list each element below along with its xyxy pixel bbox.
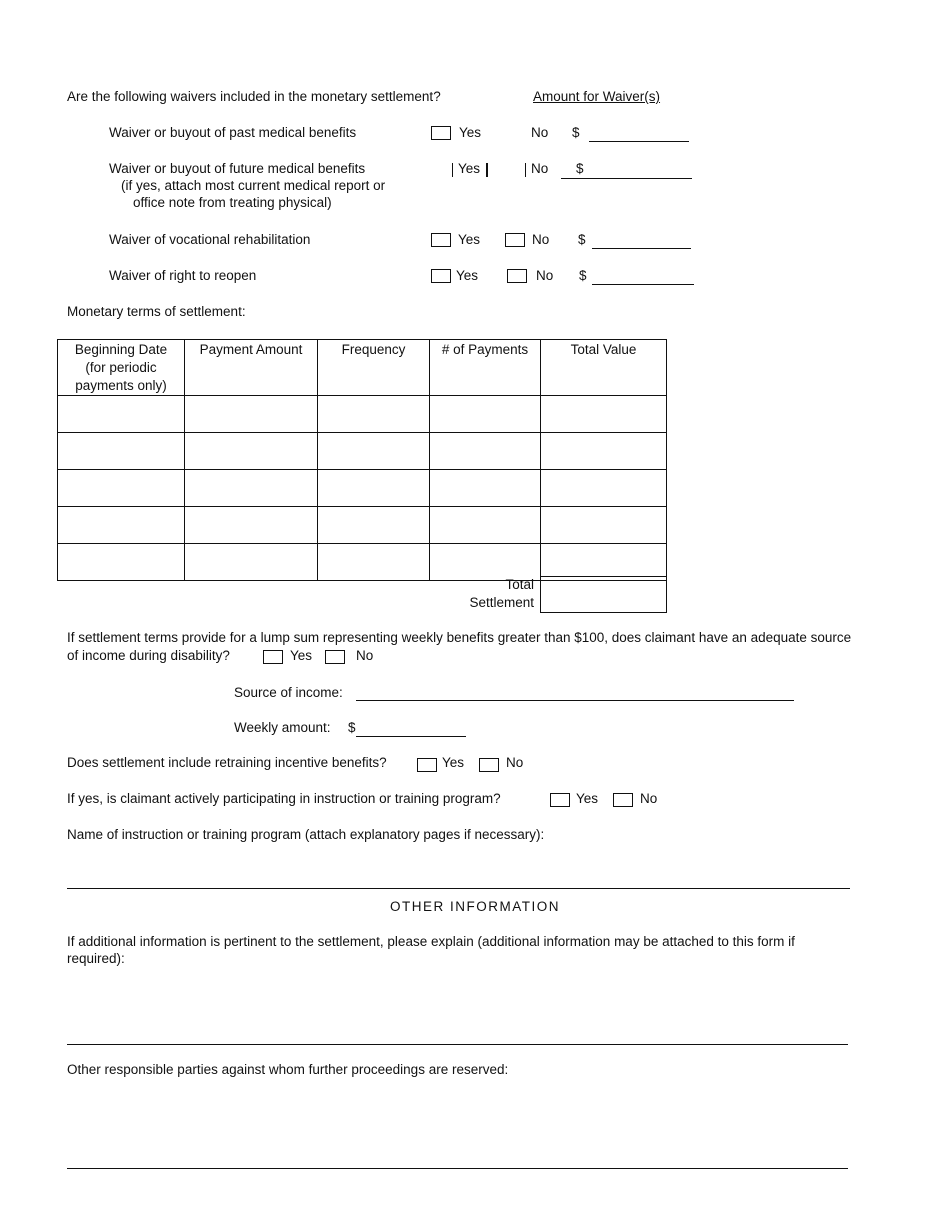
- header-payment-amount: Payment Amount: [185, 340, 318, 396]
- total-value-cell[interactable]: [541, 507, 667, 544]
- frequency-cell[interactable]: [318, 433, 430, 470]
- source-of-income-field[interactable]: [356, 700, 794, 701]
- retraining-yes-label: Yes: [442, 755, 465, 770]
- retraining-no-label: No: [506, 755, 524, 770]
- future-medical-yes-box-left: [452, 163, 453, 177]
- amount-for-waivers-header: Amount for Waiver(s): [533, 89, 661, 104]
- past-medical-yes-checkbox[interactable]: [431, 126, 451, 140]
- header-beginning-date-line3: payments only): [75, 378, 167, 393]
- future-medical-amount-field[interactable]: [561, 178, 692, 179]
- additional-info-field[interactable]: [67, 1044, 848, 1045]
- header-total-value: Total Value: [541, 340, 667, 396]
- adequate-income-yes-label: Yes: [290, 648, 313, 663]
- table-row: [58, 433, 667, 470]
- reopen-dollar-sign: $: [579, 268, 587, 283]
- future-medical-note-line1: (if yes, attach most current medical report or: [121, 178, 386, 193]
- total-settlement-field[interactable]: [540, 576, 667, 613]
- payment-amount-cell[interactable]: [185, 507, 318, 544]
- reopen-yes-checkbox[interactable]: [431, 269, 451, 283]
- header-beginning-date-line2: (for periodic: [85, 360, 157, 375]
- waiver-vocational-label: Waiver of vocational rehabilitation: [109, 232, 311, 247]
- participating-yes-checkbox[interactable]: [550, 793, 570, 807]
- participating-no-label: No: [640, 791, 658, 806]
- future-medical-note-line2: office note from treating physical): [133, 195, 332, 210]
- beginning-date-cell[interactable]: [58, 396, 185, 433]
- future-medical-no-label: No: [531, 161, 549, 176]
- additional-info-line2: required):: [67, 951, 125, 966]
- total-settlement-label-line2: Settlement: [469, 595, 534, 610]
- total-settlement-label-line1: Total: [505, 577, 534, 592]
- table-row: [58, 396, 667, 433]
- other-information-heading: OTHER INFORMATION: [390, 899, 560, 914]
- weekly-amount-label: Weekly amount:: [234, 720, 331, 735]
- weekly-amount-field[interactable]: [356, 736, 466, 737]
- responsible-parties-field[interactable]: [67, 1168, 848, 1169]
- total-value-cell[interactable]: [541, 396, 667, 433]
- table-row: [58, 470, 667, 507]
- retraining-question: Does settlement include retraining incentive benefits?: [67, 755, 387, 770]
- beginning-date-cell[interactable]: [58, 433, 185, 470]
- reopen-yes-label: Yes: [456, 268, 479, 283]
- past-medical-dollar-sign: $: [572, 125, 580, 140]
- retraining-yes-checkbox[interactable]: [417, 758, 437, 772]
- retraining-no-checkbox[interactable]: [479, 758, 499, 772]
- total-value-cell[interactable]: [541, 433, 667, 470]
- num-payments-cell[interactable]: [430, 433, 541, 470]
- total-settlement-label: [440, 576, 534, 612]
- monetary-terms-label: Monetary terms of settlement:: [67, 304, 246, 319]
- reopen-no-checkbox[interactable]: [507, 269, 527, 283]
- waiver-past-medical-label: Waiver or buyout of past medical benefits: [109, 125, 357, 140]
- adequate-income-yes-checkbox[interactable]: [263, 650, 283, 664]
- adequate-income-no-label: No: [356, 648, 374, 663]
- future-medical-yes-box-right[interactable]: [486, 163, 488, 177]
- vocational-dollar-sign: $: [578, 232, 586, 247]
- waiver-future-medical-label: Waiver or buyout of future medical benefits: [109, 161, 366, 176]
- participating-no-checkbox[interactable]: [613, 793, 633, 807]
- num-payments-cell[interactable]: [430, 470, 541, 507]
- header-frequency: Frequency: [318, 340, 430, 396]
- future-medical-yes-label: Yes: [458, 161, 481, 176]
- training-program-field[interactable]: [67, 888, 850, 889]
- frequency-cell[interactable]: [318, 544, 430, 581]
- table-row: [58, 507, 667, 544]
- header-beginning-date-line1: Beginning Date: [74, 342, 168, 357]
- payment-amount-cell[interactable]: [185, 544, 318, 581]
- frequency-cell[interactable]: [318, 470, 430, 507]
- total-value-cell[interactable]: [541, 544, 667, 581]
- participating-yes-label: Yes: [576, 791, 599, 806]
- waivers-question: Are the following waivers included in the monetary settlement?: [67, 89, 441, 104]
- header-beginning-date: [58, 340, 185, 396]
- payment-amount-cell[interactable]: [185, 470, 318, 507]
- vocational-no-checkbox[interactable]: [505, 233, 525, 247]
- monetary-terms-table: [57, 339, 667, 581]
- num-payments-cell[interactable]: [430, 396, 541, 433]
- past-medical-amount-field[interactable]: [589, 141, 689, 142]
- past-medical-yes-label: Yes: [459, 125, 482, 140]
- vocational-no-label: No: [532, 232, 550, 247]
- waiver-reopen-label: Waiver of right to reopen: [109, 268, 257, 283]
- training-program-label: Name of instruction or training program (attach explanatory pages if necessary):: [67, 827, 545, 842]
- total-value-cell[interactable]: [541, 470, 667, 507]
- reopen-no-label: No: [536, 268, 554, 283]
- table-header-row: [58, 340, 667, 396]
- header-num-payments: # of Payments: [430, 340, 541, 396]
- future-medical-dollar-sign: $: [576, 161, 584, 176]
- responsible-parties-label: Other responsible parties against whom further proceedings are reserved:: [67, 1062, 509, 1077]
- num-payments-cell[interactable]: [430, 544, 541, 581]
- weekly-amount-dollar-sign: $: [348, 720, 356, 735]
- beginning-date-cell[interactable]: [58, 507, 185, 544]
- num-payments-cell[interactable]: [430, 507, 541, 544]
- beginning-date-cell[interactable]: [58, 544, 185, 581]
- payment-amount-cell[interactable]: [185, 433, 318, 470]
- frequency-cell[interactable]: [318, 396, 430, 433]
- beginning-date-cell[interactable]: [58, 470, 185, 507]
- past-medical-no-label: No: [531, 125, 549, 140]
- vocational-yes-checkbox[interactable]: [431, 233, 451, 247]
- table-row: [58, 544, 667, 581]
- lump-sum-question-line1: If settlement terms provide for a lump sum representing weekly benefits greater than $100, does claimant have an adequate source: [67, 630, 852, 645]
- vocational-amount-field[interactable]: [592, 248, 691, 249]
- vocational-yes-label: Yes: [458, 232, 481, 247]
- additional-info-line1: If additional information is pertinent to the settlement, please explain (additional information may be attached to this form if: [67, 934, 795, 949]
- payment-amount-cell[interactable]: [185, 396, 318, 433]
- reopen-amount-field[interactable]: [592, 284, 694, 285]
- source-of-income-label: Source of income:: [234, 685, 343, 700]
- participating-question: If yes, is claimant actively participating in instruction or training program?: [67, 791, 501, 806]
- lump-sum-question-line2: of income during disability?: [67, 648, 230, 663]
- future-medical-no-box-left[interactable]: [525, 163, 526, 177]
- frequency-cell[interactable]: [318, 507, 430, 544]
- adequate-income-no-checkbox[interactable]: [325, 650, 345, 664]
